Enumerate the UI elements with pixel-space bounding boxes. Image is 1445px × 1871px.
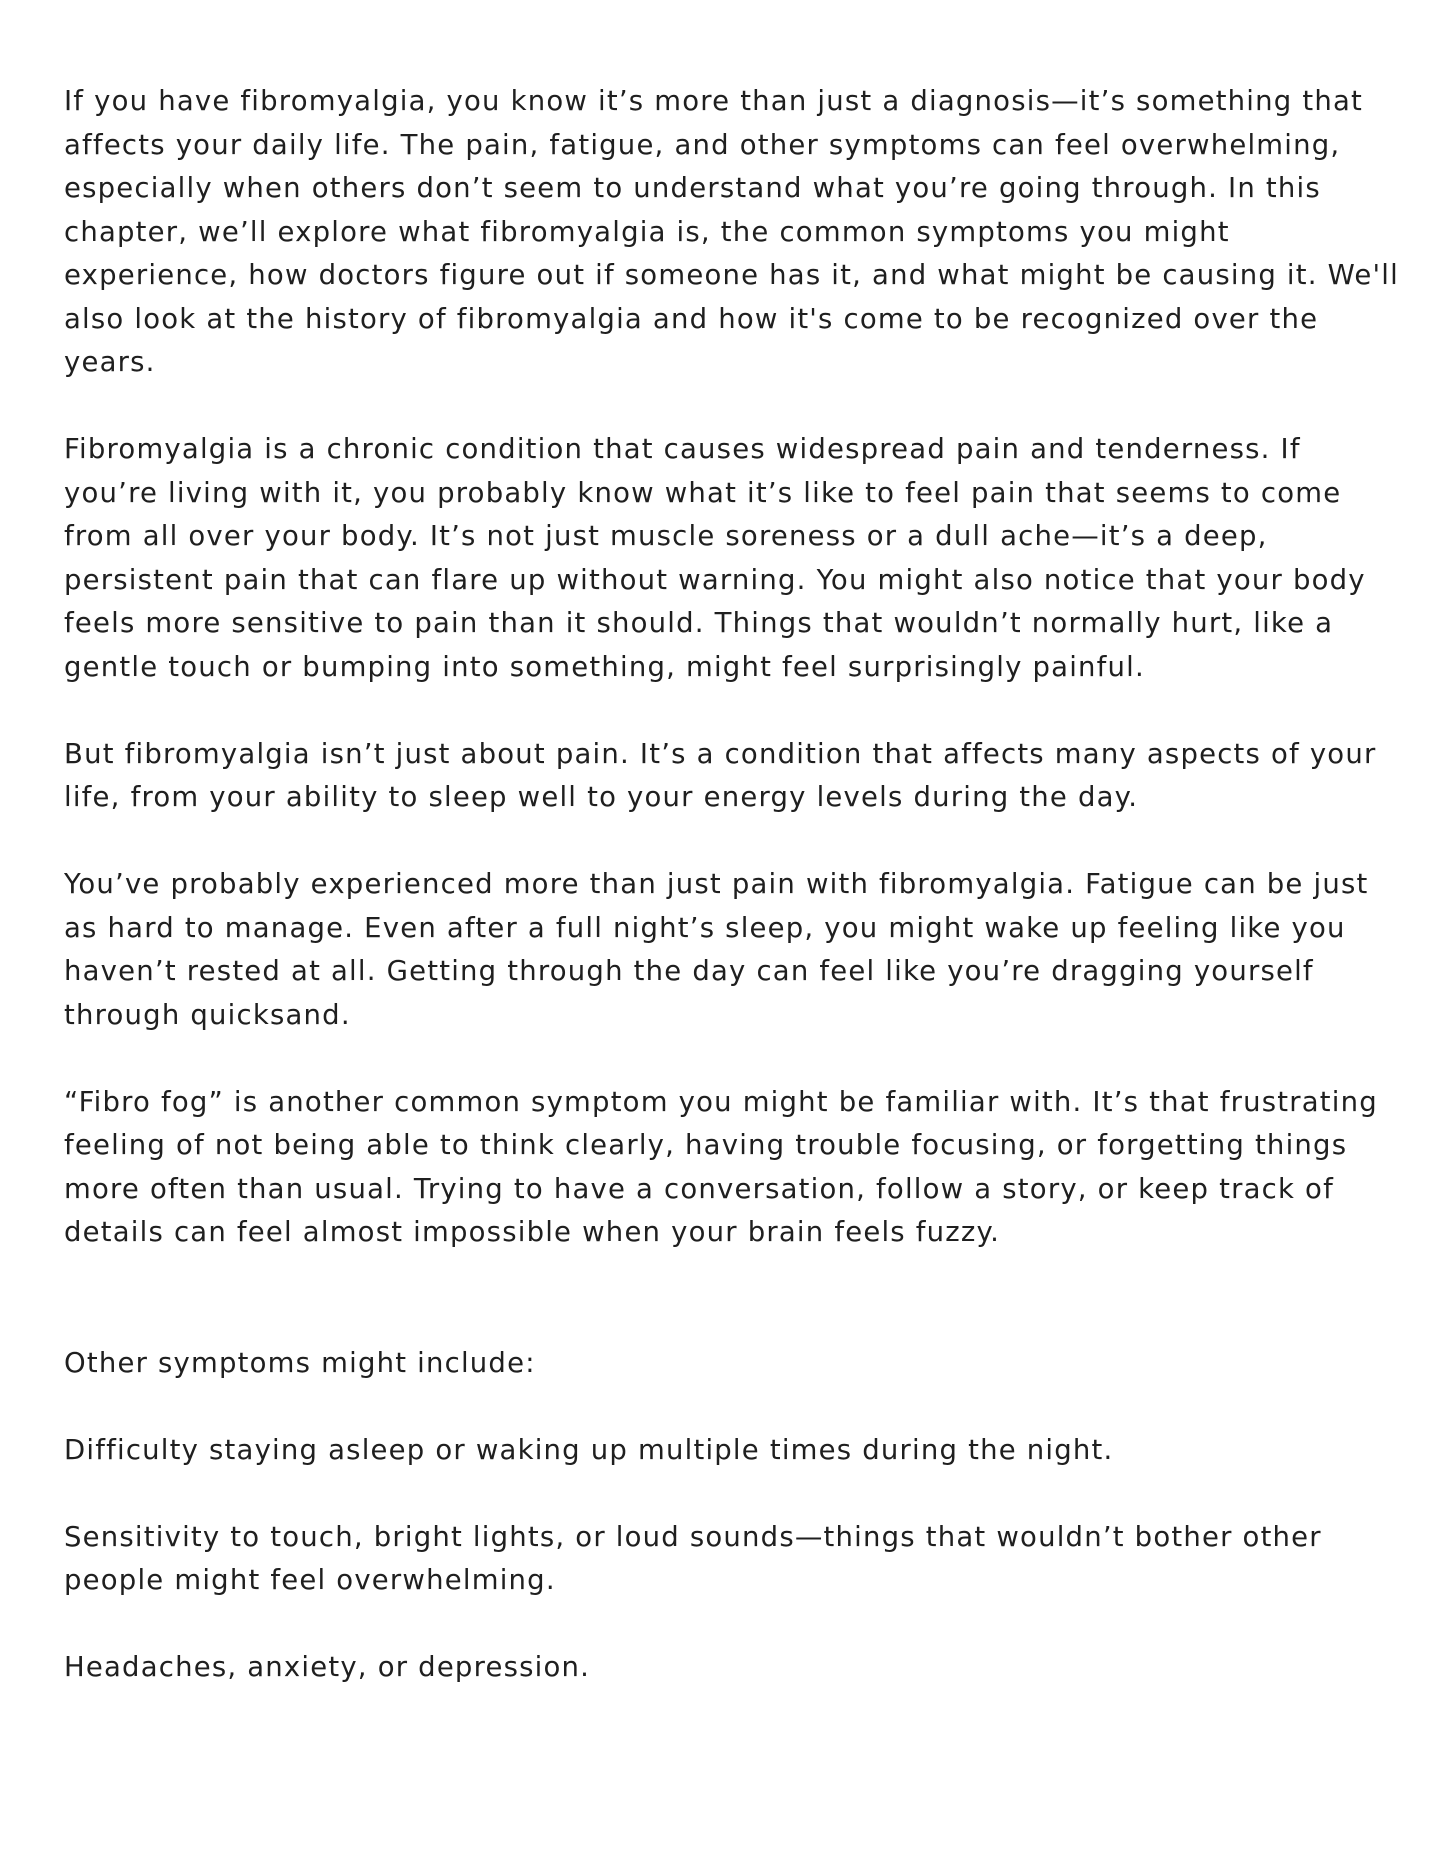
symptom-item-sleep: Difficulty staying asleep or waking up multiple times during the night. xyxy=(64,1433,1114,1466)
document-page xyxy=(64,80,1404,1690)
paragraph-other-symptoms-intro: Other symptoms might include: xyxy=(64,1346,536,1379)
paragraph-definition: Fibromyalgia is a chronic condition that causes widespread pain and tenderness. If you’re living with it, you probably know what it’s like to feel pain that seems to come from all over your body. It’s not just muscle soreness or a dull ache—it’s a deep, persistent pain that can flare up without warning. You might also notice that your body feels more sensitive to pain than it should. Things that wouldn’t normally hurt, like a gentle touch or bumping into something, might feel surprisingly painful. xyxy=(64,433,1366,683)
paragraph-fatigue: You’ve probably experienced more than just pain with fibromyalgia. Fatigue can be just as hard to manage. Even after a full night’s sleep, you might wake up feeling like you haven’t rested at all. Getting through the day can feel like you’re dragging yourself through quicksand. xyxy=(64,868,1369,1031)
paragraph-intro: If you have fibromyalgia, you know it’s more than just a diagnosis—it’s something that affects your daily life. The pain, fatigue, and other symptoms can feel overwhelming, especially when others don’t seem to understand what you’re going through. In this chapter, we’ll explore what fibromyalgia is, the common symptoms you might experience, how doctors figure out if someone has it, and what might be causing it. We'll also look at the history of fibromyalgia and how it's come to be recognized over the years. xyxy=(64,85,1399,378)
symptom-item-headaches: Headaches, anxiety, or depression. xyxy=(64,1651,591,1683)
paragraph-beyond-pain: But fibromyalgia isn’t just about pain. It’s a condition that affects many aspects of your life, from your ability to sleep well to your energy levels during the day. xyxy=(64,737,1377,813)
paragraph-fibro-fog: “Fibro fog” is another common symptom you might be familiar with. It’s that frustrating feeling of not being able to think clearly, having trouble focusing, or forgetting things more often than usual. Trying to have a conversation, follow a story, or keep track of details can feel almost impossible when your brain feels fuzzy. xyxy=(64,1085,1378,1248)
symptom-item-sensitivity: Sensitivity to touch, bright lights, or loud sounds—things that wouldn’t bother other people might feel overwhelming. xyxy=(64,1520,1322,1596)
